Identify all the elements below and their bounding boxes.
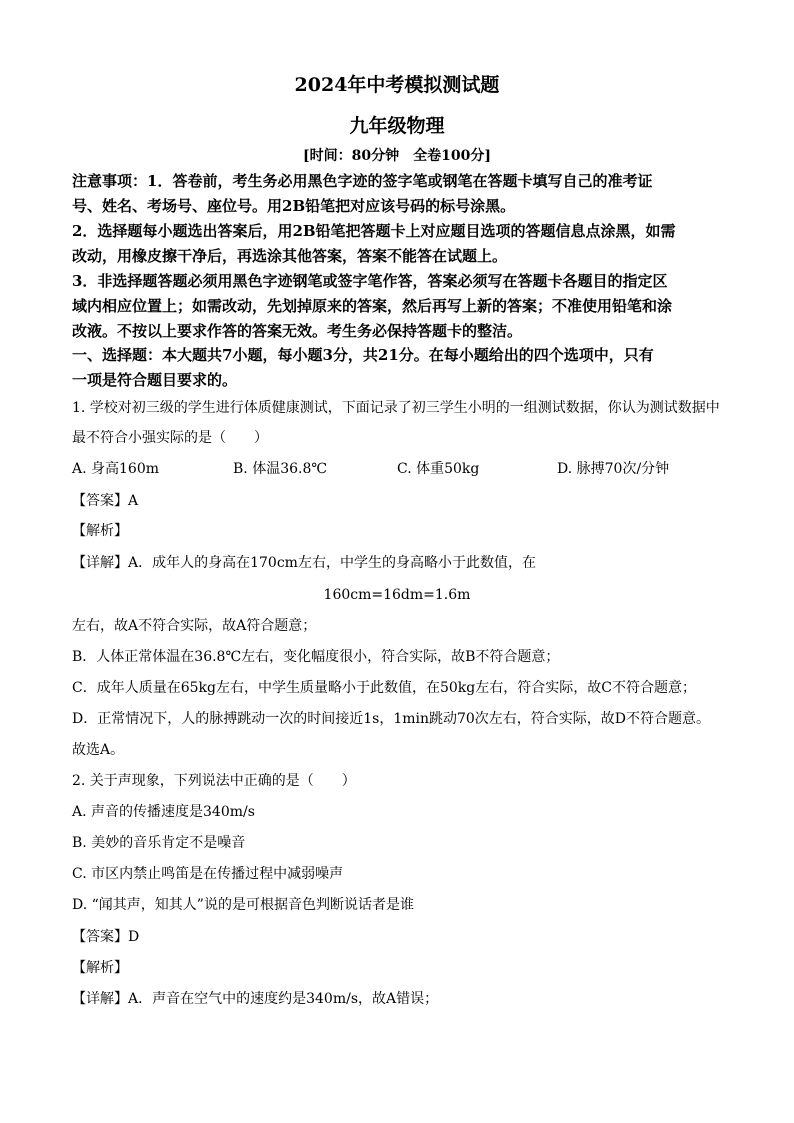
- notice-line: 2．选择题每小题选出答案后，用2B铅笔把答题卡上对应题目选项的答题信息点涂黑，如需: [72, 222, 676, 240]
- q1-option-a: A. 身高160m: [72, 461, 160, 477]
- q1-answer: 【答案】A: [72, 493, 139, 509]
- q2-option-d: D. “闻其声，知其人”说的是可根据音色判断说话者是谁: [72, 897, 414, 913]
- q1-option-b: B. 体温36.8℃: [233, 461, 328, 477]
- q1-detail-line: B．人体正常体温在36.8℃左右，变化幅度很小，符合实际，故B不符合题意；: [72, 649, 560, 665]
- q2-option-c: C. 市区内禁止鸣笛是在传播过程中减弱噪声: [72, 866, 344, 882]
- notice-line: 域内相应位置上；如需改动，先划掉原来的答案，然后再写上新的答案；不准使用铅笔和涂: [72, 297, 673, 315]
- q1-stem: 最不符合小强实际的是（ ）: [72, 430, 268, 446]
- q2-analysis-label: 【解析】: [72, 960, 128, 976]
- q2-option-a: A. 声音的传播速度是340m/s: [72, 804, 255, 820]
- section-heading: 一项是符合题目要求的。: [72, 371, 238, 389]
- q1-analysis-label: 【解析】: [72, 523, 128, 539]
- time-info: [时间：80分钟 全卷100分]: [303, 148, 491, 164]
- page-title: 2024年中考模拟测试题: [294, 74, 500, 96]
- notice-line: 号、姓名、考场号、座位号。用2B铅笔把对应该号码的标号涂黑。: [72, 197, 516, 215]
- notice-line: 3．非选择题答题必须用黑色字迹钢笔或签字笔作答，答案必须写在答题卡各题目的指定区: [72, 272, 668, 290]
- q1-option-c: C. 体重50kg: [397, 461, 480, 477]
- q1-detail-line: 【详解】A．成年人的身高在170cm左右，中学生的身高略小于此数值，在: [72, 555, 536, 571]
- section-heading: 一、选择题：本大题共7小题，每小题3分，共21分。在每小题给出的四个选项中，只有: [72, 346, 654, 364]
- q1-stem: 1. 学校对初三级的学生进行体质健康测试，下面记录了初三学生小明的一组测试数据，你认为测试数据中: [72, 400, 720, 416]
- q1-formula: 160cm=16dm=1.6m: [323, 587, 471, 603]
- q1-detail-line: C．成年人质量在65kg左右，中学生质量略小于此数值，在50kg左右，符合实际，故C不符合题意；: [72, 680, 696, 696]
- q1-option-d: D. 脉搏70次/分钟: [557, 461, 670, 477]
- q2-detail-line: 【详解】A．声音在空气中的速度约是340m/s，故A错误；: [72, 991, 439, 1007]
- q1-detail-line: D．正常情况下，人的脉搏跳动一次的时间接近1s，1min跳动70次左右，符合实际，故D不符合题意。: [72, 711, 711, 727]
- notice-line: 注意事项：1．答卷前，考生务必用黑色字迹的签字笔或钢笔在答题卡填写自己的准考证: [72, 172, 653, 190]
- q2-answer: 【答案】D: [72, 929, 140, 945]
- notice-line: 改动，用橡皮擦干净后，再选涂其他答案，答案不能答在试题上。: [72, 247, 508, 265]
- q2-stem: 2. 关于声现象，下列说法中正确的是（ ）: [72, 773, 356, 789]
- q1-conclusion: 故选A。: [72, 742, 125, 758]
- page-subtitle: 九年级物理: [349, 115, 445, 137]
- q1-detail-line: 左右，故A不符合实际，故A符合题意；: [72, 618, 317, 634]
- q2-option-b: B. 美妙的音乐肯定不是噪音: [72, 835, 246, 851]
- notice-line: 改液。不按以上要求作答的答案无效。考生务必保持答题卡的整洁。: [72, 322, 523, 340]
